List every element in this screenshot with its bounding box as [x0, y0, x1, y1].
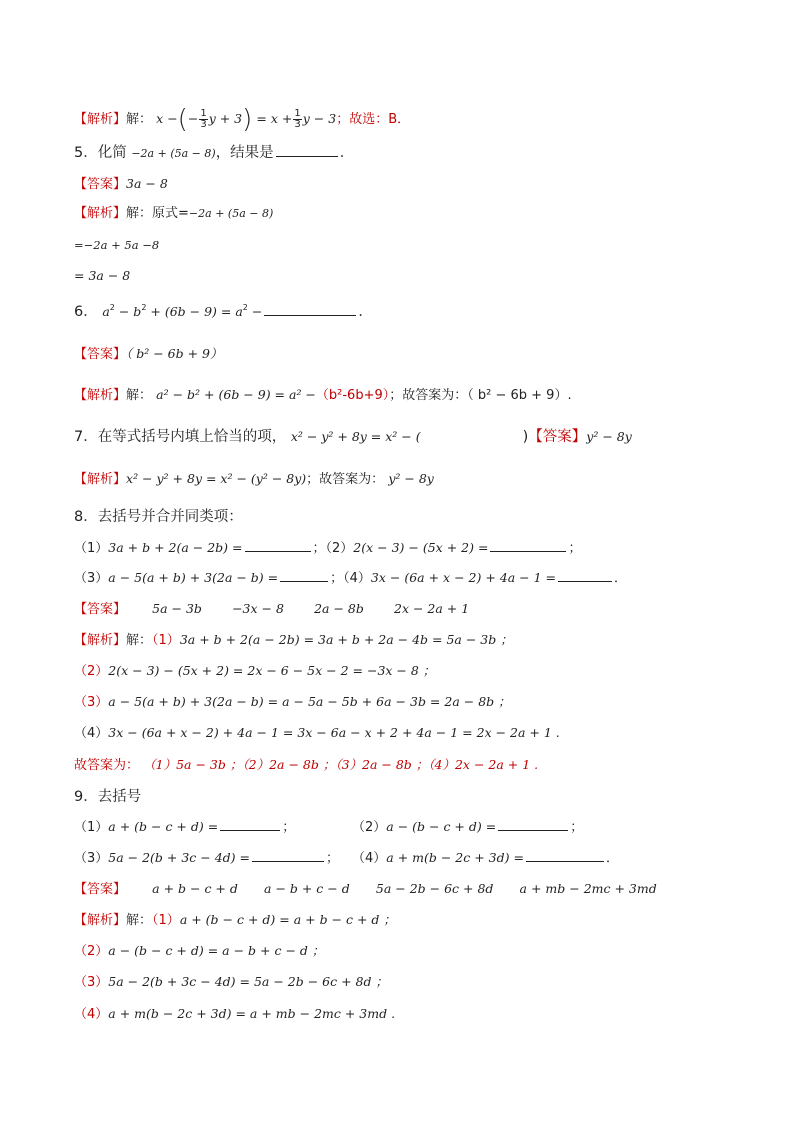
part-label: （2） [352, 820, 387, 835]
answer-value: a + b − c + d [152, 881, 238, 896]
part-label: （3） [74, 975, 109, 990]
math-expr: y − 3 [302, 111, 337, 126]
question-5 [74, 144, 354, 162]
analysis-tag: 【解析】 [74, 206, 127, 221]
q8-parts-row-2 [74, 569, 627, 587]
math-expr: = x + [256, 111, 293, 126]
q8-step-3 [74, 693, 511, 711]
q8-step-2 [74, 662, 435, 680]
question-text: 去括号 [97, 789, 142, 805]
answer-value: 5a − 2b − 6c + 8d [375, 881, 494, 896]
math-expr: a − 5(a + b) + 3(2a − b) = [108, 570, 279, 585]
answer-value: 2a − 8b [314, 601, 364, 616]
part-label: （1） [152, 913, 180, 928]
part-label: （2） [74, 944, 109, 959]
answer-tag: 【答案】 [528, 429, 587, 445]
solution-step: a + m(b − 2c + 3d) = a + mb − 2mc + 3md . [108, 1006, 396, 1021]
answer-value: a + mb − 2mc + 3md [519, 881, 657, 896]
solution-lead: 解： [126, 388, 153, 403]
answer-tag: 【答案】 [74, 347, 127, 362]
math-expr: −2a + (5a − 8) [188, 207, 274, 220]
math-expr: 3a + b + 2(a − 2b) = [108, 540, 243, 555]
analysis-tag: 【解析】 [74, 388, 127, 403]
answer-blank[interactable] [245, 539, 311, 552]
conclusion-text: （1）5a − 3b ；（2）2a − 8b ；（3）2a − 8b ；（4）2x − 2a + 1 . [143, 757, 539, 772]
question-text: 去括号并合并同类项： [97, 509, 243, 525]
math-expr: x² − y² + 8y = x² − ( [290, 429, 421, 444]
answer-blank[interactable] [252, 849, 324, 862]
math-expr: 3x − (6a + x − 2) + 4a − 1 = [370, 570, 556, 585]
q9-parts-row-2 [74, 849, 339, 867]
analysis-tag: 【解析】 [74, 472, 127, 487]
part-label: （4） [74, 1007, 109, 1022]
question-text: 化简 [97, 145, 127, 161]
q9-parts-row-1 [74, 818, 295, 836]
part-label: ；（2） [312, 541, 354, 556]
answer-tag: 【答案】 [74, 602, 127, 617]
conclusion-text: ；故选：B． [336, 112, 411, 127]
punctuation: ； [326, 851, 340, 866]
part-label: （4） [74, 726, 109, 741]
math-expr: a + (b − c + d) = [108, 819, 219, 834]
solution-step: a + (b − c + d) = a + b − c + d ； [179, 912, 396, 927]
math-expr: a − (b − c + d) = [386, 819, 497, 834]
solution-step: 5a − 2(b + 3c − 4d) = 5a − 2b − 6c + 8d ； [108, 974, 388, 989]
part-label: （3） [74, 571, 109, 586]
math-expr: 5a − 2(b + 3c − 4d) = [108, 850, 251, 865]
solution-lead: 解： [126, 633, 153, 648]
punctuation: ； [282, 820, 296, 835]
solution-step: 3x − (6a + x − 2) + 4a − 1 = 3x − 6a − x + 2 + 4a − 1 = 2x − 2a + 1 . [108, 725, 560, 740]
solution-step: 3a + b + 2(a − 2b) = 3a + b + 2a − 4b = 5a − 3b ； [179, 632, 513, 647]
q5-answer [74, 175, 168, 193]
math-expr: − b [114, 304, 142, 319]
part-label: （2） [74, 664, 109, 679]
q9-step-3 [74, 973, 388, 991]
conclusion-text: ；故答案为： [306, 472, 385, 487]
punctuation: ； [570, 820, 584, 835]
answer-value: y² − 8y [586, 429, 632, 444]
part-label: （1） [74, 541, 109, 556]
q6-answer [74, 345, 223, 363]
part-label: （4） [352, 851, 387, 866]
answer-blank[interactable] [280, 569, 328, 582]
q8-parts-row-1 [74, 539, 581, 557]
question-7 [74, 428, 632, 446]
solution-step: =−2a + 5a −8 [74, 238, 160, 252]
math-expr: − [247, 304, 263, 319]
answer-blank[interactable] [264, 303, 356, 316]
solution-step: 2(x − 3) − (5x + 2) = 2x − 6 − 5x − 2 = −3x − 8 ； [108, 663, 436, 678]
question-number: 9． [74, 789, 98, 805]
q5-analysis [74, 205, 273, 223]
question-text: ，结果是 [215, 145, 274, 161]
math-expr: −2a + (5a − 8) [131, 147, 216, 160]
math-expr: 2(x − 3) − (5x + 2) = [353, 540, 489, 555]
question-8 [74, 508, 243, 526]
answer-value: −3x − 8 [232, 601, 284, 616]
answer-blank[interactable] [490, 539, 566, 552]
solution-step: a − (b − c + d) = a − b + c − d ； [108, 943, 325, 958]
answer-blank[interactable] [498, 818, 568, 831]
solution-step: a − 5(a + b) + 3(2a − b) = a − 5a − 5b + 6a − 3b = 2a − 8b ； [108, 694, 511, 709]
answer-tag: 【答案】 [74, 177, 127, 192]
q8-step-4 [74, 724, 560, 742]
math-expr: x² − y² + 8y = x² − (y² − 8y) [126, 471, 307, 486]
q9-answer [74, 880, 657, 898]
paren-open: ( [177, 104, 188, 135]
answer-value: y² − 8y [388, 471, 434, 486]
math-expr: a + m(b − 2c + 3d) = [386, 850, 524, 865]
solution-lead: 解： [126, 913, 153, 928]
punctuation: ． [358, 304, 373, 320]
part-label: （1） [74, 820, 109, 835]
answer-value: （ b² − 6b + 9） [126, 346, 223, 361]
q8-final [74, 756, 538, 774]
conclusion-text: ；故答案为：（ b² − 6b + 9）. [389, 388, 572, 403]
q9-part-2 [352, 818, 583, 836]
answer-blank[interactable] [526, 849, 604, 862]
part-label: ；（4） [330, 571, 371, 586]
q6-analysis [74, 386, 572, 404]
answer-value: 2x − 2a + 1 [394, 601, 470, 616]
paren-close: ) [242, 104, 253, 135]
part-label: （1） [152, 633, 180, 648]
part-label: （3） [74, 851, 109, 866]
math-expr: x − [156, 111, 178, 126]
math-expr: + (6b − 9) = a [146, 304, 243, 319]
q9-part-4 [352, 849, 619, 867]
answer-blank[interactable] [220, 818, 280, 831]
answer-tag: 【答案】 [74, 882, 127, 897]
q9-step-4 [74, 1005, 395, 1023]
q8-answer [74, 600, 469, 618]
q7-analysis [74, 470, 434, 488]
punctuation: ． [339, 145, 355, 161]
question-text: 在等式括号内填上恰当的项， [97, 429, 287, 445]
answer-blank[interactable] [276, 144, 338, 157]
analysis-tag: 【解析】 [74, 633, 127, 648]
conclusion-lead: 故答案为： [74, 758, 140, 773]
q9-analysis [74, 911, 396, 929]
question-number: 6． [74, 304, 98, 320]
punctuation: ． [605, 851, 619, 866]
punctuation: ； [568, 541, 582, 556]
punctuation: ． [614, 571, 628, 586]
fraction: $\frac{1}{3}$ [200, 108, 207, 130]
q9-step-2 [74, 942, 324, 960]
math-expr: a [102, 304, 110, 319]
question-number: 5． [74, 145, 98, 161]
fraction: $\frac{1}{3}$ [294, 108, 301, 130]
highlighted-answer: （b²-6b+9） [315, 388, 390, 403]
question-9 [74, 788, 141, 806]
answer-value: 5a − 3b [152, 601, 202, 616]
prev-analysis-line: 【解析】解： x −(− $\frac{1}{3}$ y + 3) = x + $\frac{1}{3}$ y − 3；故选：B． [74, 104, 411, 135]
question-number: 8． [74, 509, 98, 525]
q8-analysis [74, 631, 513, 649]
answer-value: a − b + c − d [264, 881, 350, 896]
punctuation: ) [522, 429, 529, 445]
answer-value: 3a − 8 [126, 176, 168, 191]
analysis-tag: 【解析】 [74, 112, 127, 127]
solution-lead: 解：原式= [126, 206, 189, 221]
analysis-tag: 【解析】 [74, 913, 127, 928]
math-expr: a² − b² + (6b − 9) = a² − [156, 387, 316, 402]
math-expr: y + 3 [208, 111, 243, 126]
part-label: （3） [74, 695, 109, 710]
question-number: 7． [74, 429, 98, 445]
answer-blank[interactable] [558, 569, 612, 582]
question-6: 6． $a^2 - b^2 + (6b - 9) = a^2$ − ． [74, 303, 373, 320]
solution-step: = 3a − 8 [74, 268, 131, 283]
solution-lead: 解： [126, 112, 153, 127]
